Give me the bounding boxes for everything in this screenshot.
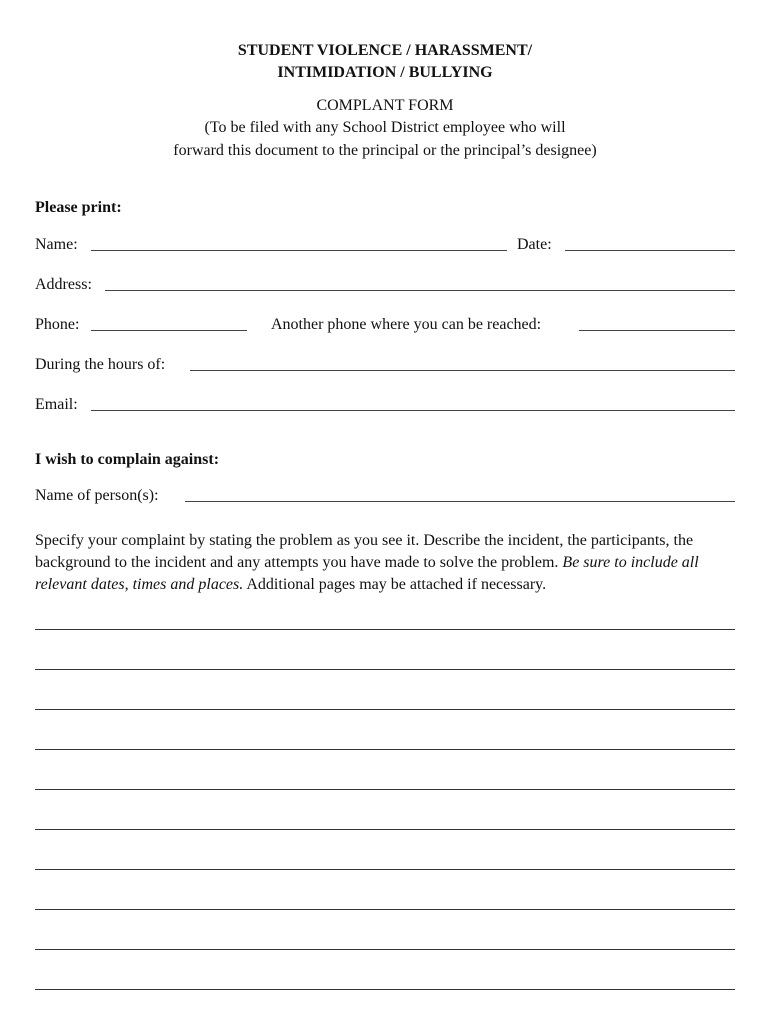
writing-line[interactable]: [35, 629, 735, 630]
person-field[interactable]: [185, 501, 735, 502]
phone-label: Phone:: [35, 316, 80, 333]
phone-field[interactable]: [91, 330, 247, 331]
email-field[interactable]: [91, 410, 735, 411]
writing-line[interactable]: [35, 869, 735, 870]
email-label: Email:: [35, 396, 78, 413]
date-field[interactable]: [565, 250, 735, 251]
writing-line[interactable]: [35, 949, 735, 950]
address-field[interactable]: [105, 290, 735, 291]
hours-field[interactable]: [190, 370, 735, 371]
complain-against-heading: I wish to complain against:: [35, 451, 220, 468]
date-label: Date:: [517, 236, 552, 253]
form-instruction-line2: forward this document to the principal or the principal’s designee): [173, 142, 597, 159]
alt-phone-field[interactable]: [579, 330, 735, 331]
instructions-text-1: Specify your complaint by stating the problem as you see it. Describe the incident, the participants, the background to the incident and any attempts you have made to solve the problem.: [35, 532, 694, 571]
name-field[interactable]: [91, 250, 507, 251]
hours-label: During the hours of:: [35, 356, 166, 373]
writing-line[interactable]: [35, 789, 735, 790]
writing-line[interactable]: [35, 749, 735, 750]
writing-line[interactable]: [35, 709, 735, 710]
person-label: Name of person(s):: [35, 487, 159, 504]
writing-line[interactable]: [35, 829, 735, 830]
alt-phone-label: Another phone where you can be reached:: [271, 316, 542, 333]
form-subtitle: COMPLANT FORM: [316, 97, 454, 114]
form-instruction-line1: (To be filed with any School District employee who will: [204, 119, 566, 136]
please-print-heading: Please print:: [35, 199, 122, 216]
address-label: Address:: [35, 276, 92, 293]
name-label: Name:: [35, 236, 78, 253]
form-title-line1: STUDENT VIOLENCE / HARASSMENT/: [237, 42, 533, 59]
form-title-line2: INTIMIDATION / BULLYING: [277, 64, 493, 81]
writing-line[interactable]: [35, 909, 735, 910]
complaint-instructions: [35, 530, 745, 596]
writing-line[interactable]: [35, 989, 735, 990]
writing-line[interactable]: [35, 669, 735, 670]
instructions-text-2: Additional pages may be attached if necessary.: [243, 576, 547, 593]
instructions-text-italic: Be sure to include all relevant dates, times and places.: [35, 554, 699, 593]
